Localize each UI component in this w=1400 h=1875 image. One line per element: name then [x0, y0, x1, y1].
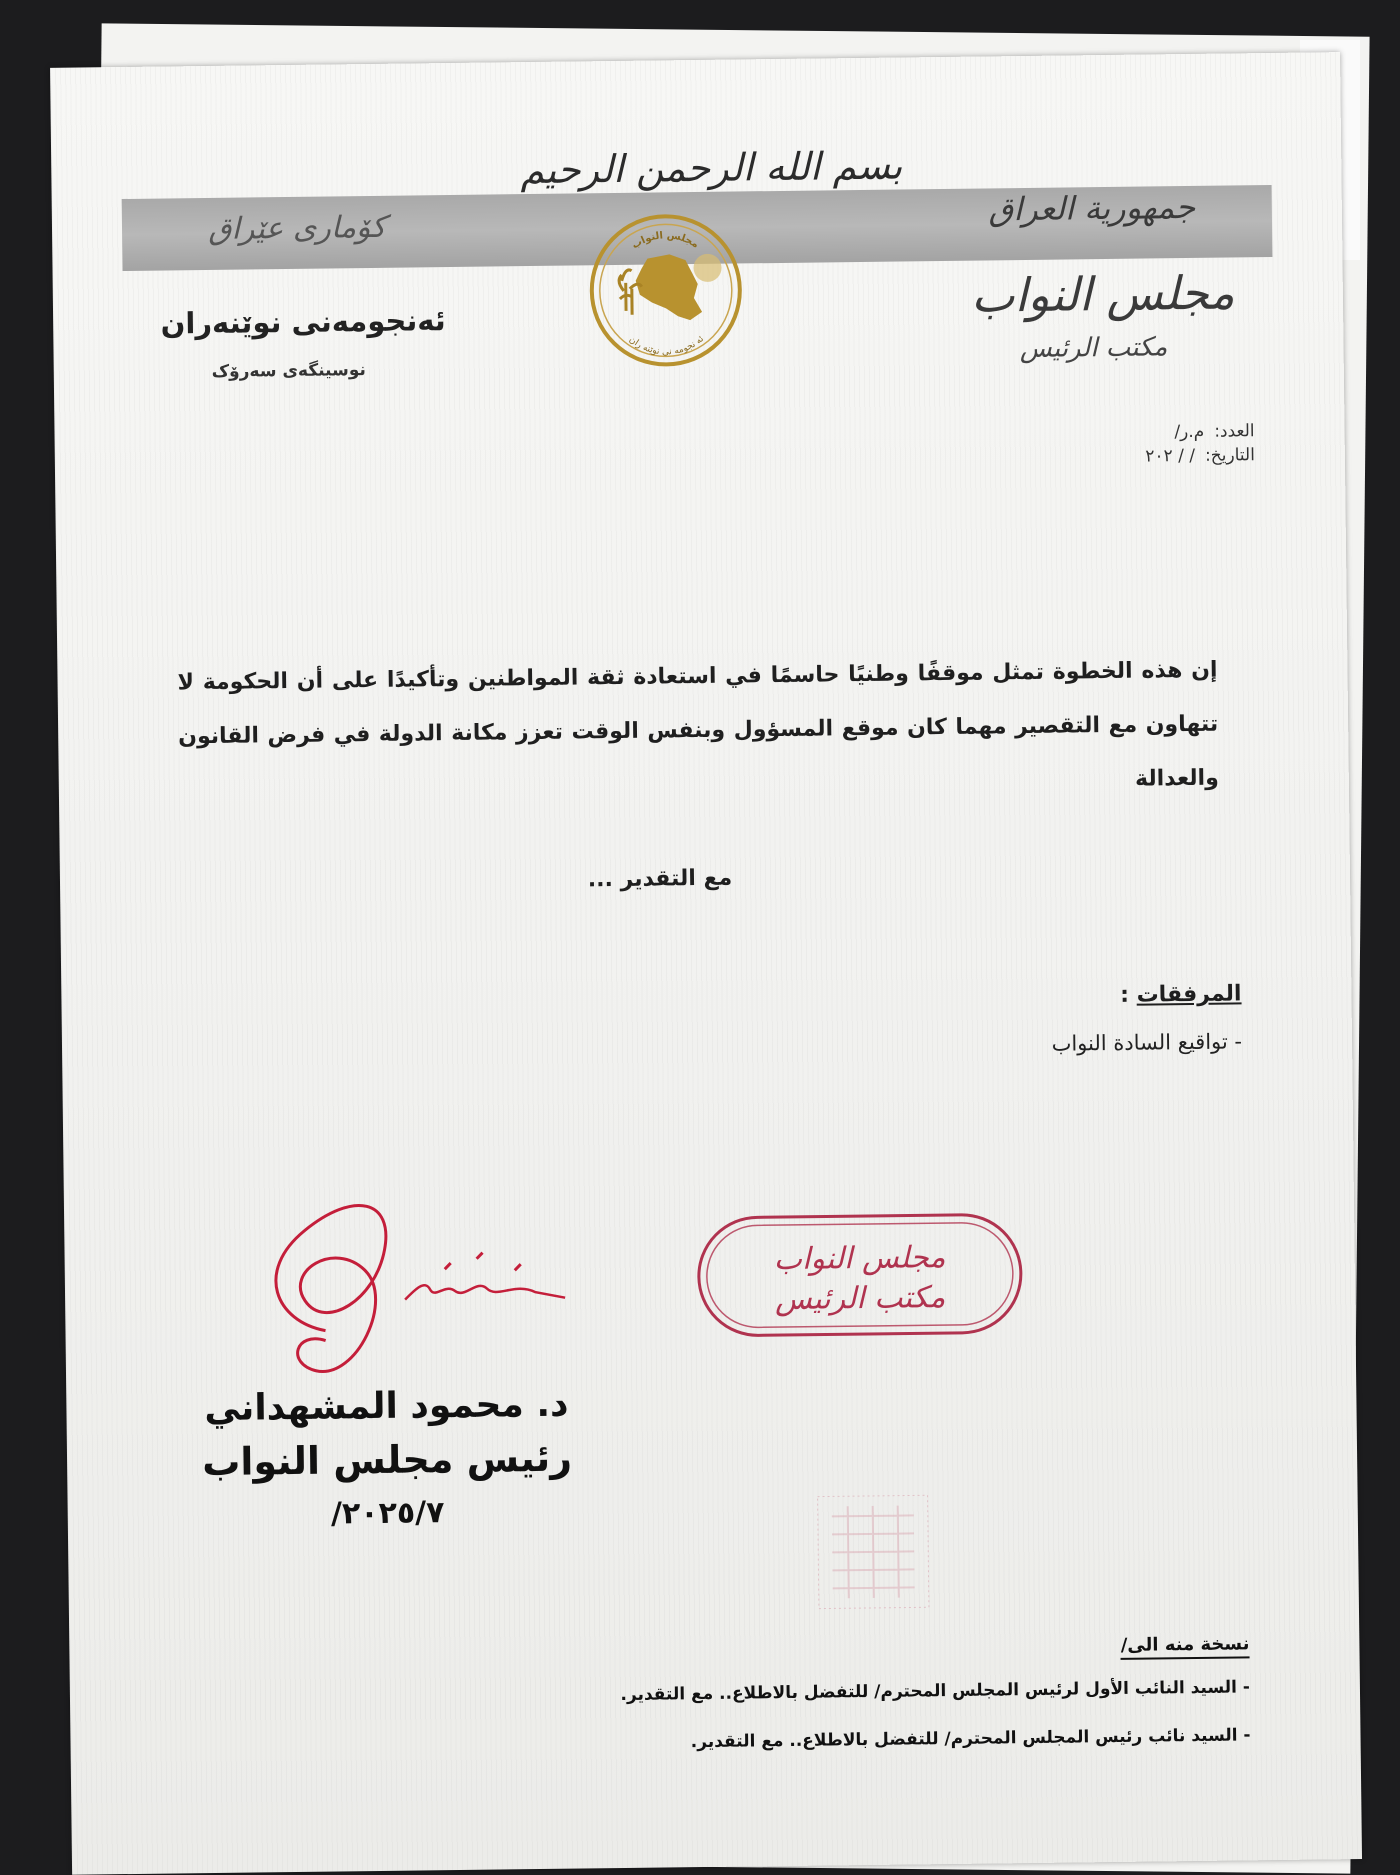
copies-heading	[1029, 1633, 1249, 1657]
number-label: العدد:	[1214, 421, 1255, 442]
number-value: م.ر/	[1174, 421, 1205, 443]
signatory-title: رئيس مجلس النواب	[201, 1435, 573, 1485]
faded-seal-stamp	[797, 1487, 949, 1619]
attachments-colon: :	[1119, 982, 1130, 1008]
office-seal-stamp	[694, 1210, 1026, 1340]
stamp-line-1: مجلس النواب	[773, 1240, 946, 1278]
letter-page	[50, 52, 1362, 1875]
stamp-line-2: مكتب الرئيس	[774, 1280, 946, 1318]
svg-text:مجلس النواب	[630, 230, 701, 252]
kurdish-council-name: ئەنجومەنی نوێنەران	[160, 303, 446, 341]
parliament-emblem-icon	[585, 209, 747, 371]
emblem-top-text: مجلس النواب	[630, 229, 701, 252]
attachments-heading-text: المرفقات	[1136, 981, 1242, 1008]
basmala-calligraphy: بسم الله الرحمن الرحيم	[520, 143, 903, 193]
letter-body-paragraph: إن هذه الخطوة تمثل موقفًا وطنيًا حاسمًا في استعادة ثقة المواطنين وتأكيدًا على أن الحكومة لا تتهاون مع التقصير مهما كان موقع المسؤول وبنفس الوقت تعزز مكانة الدولة في فرض القانون والعدالة	[177, 657, 1219, 792]
arabic-office-name: مكتب الرئيس	[1019, 332, 1168, 365]
signature-date: ٢٠٢٥/٧/	[330, 1495, 445, 1532]
closing-phrase: مع التقدير ...	[587, 865, 733, 893]
signatory-name: د. محمود المشهداني	[204, 1383, 569, 1430]
emblem-bottom-text: ئه نجومه نی نوێنه ران	[626, 334, 706, 358]
date-label: التاريخ:	[1204, 445, 1255, 466]
arabic-council-name: مجلس النواب	[970, 265, 1235, 323]
copy-recipient-1: - السيد النائب الأول لرئيس المجلس المحترم/ للتفضل بالاطلاع.. مع التقدير.	[620, 1677, 1251, 1706]
copies-heading-text: نسخة منه الى/	[1121, 1633, 1250, 1660]
svg-text:ئه نجومه نی نوێنه ران	[627, 334, 707, 358]
reference-block	[914, 419, 1255, 471]
handwritten-signature	[214, 1177, 597, 1402]
date-value: / / ٢٠٢	[1145, 445, 1196, 467]
attachments-heading	[941, 981, 1241, 1010]
kurdish-country-name: كۆماری عێراق	[208, 209, 387, 247]
attachment-item: - تواقيع السادة النواب	[1051, 1029, 1243, 1056]
copy-recipient-2: - السيد نائب رئيس المجلس المحترم/ للتفضل بالاطلاع.. مع التقدير.	[690, 1725, 1251, 1753]
arabic-country-name: جمهورية العراق	[988, 187, 1196, 229]
kurdish-office-name: نوسینگەی سەرۆک	[211, 360, 366, 382]
